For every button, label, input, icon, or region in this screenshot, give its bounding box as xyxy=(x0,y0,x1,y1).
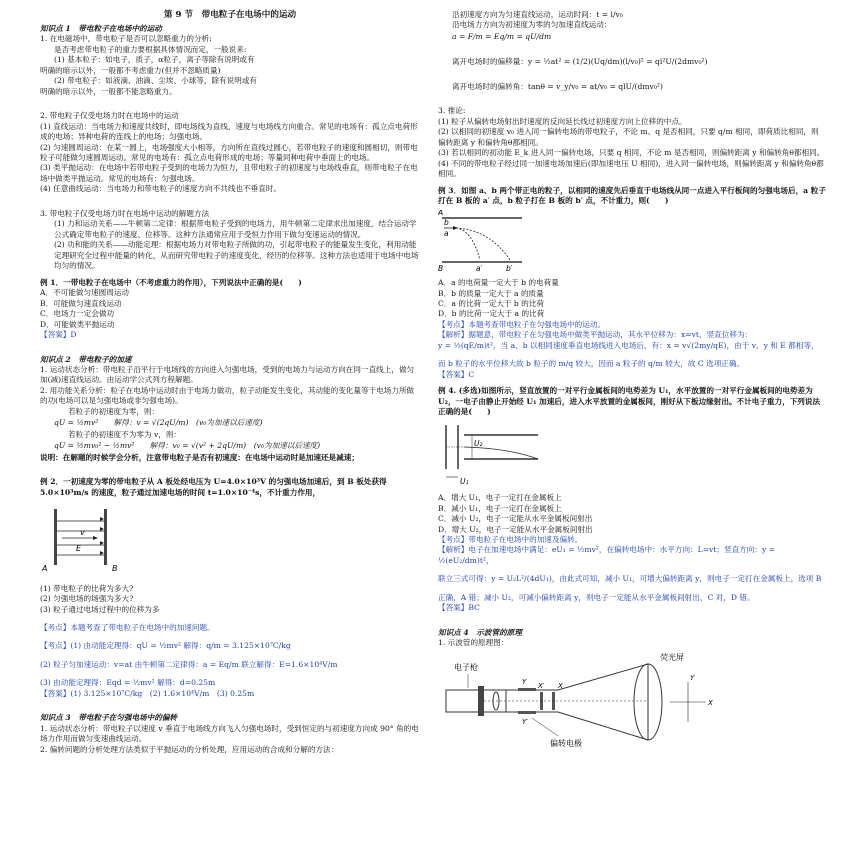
example-4-option-c: C．减小 U₂，电子一定能从水平金属板间射出 xyxy=(438,514,593,524)
example-3-option-c: C．a 的比荷一定大于 b 的比荷 xyxy=(438,298,544,308)
k1-part3-1: (1) 力和运动关系——牛顿第二定律：根据带电粒子受到的电场力，用牛顿第二定律求出加速度，结合运动学公式确定带电粒子的速度、位移等。这种方法通常应用于受恒力作用下做匀变速运动的情况。 xyxy=(54,219,417,239)
label-plate-b: B xyxy=(438,263,444,272)
example-1-answer: 【答案】D xyxy=(40,330,77,340)
example-2-solution-1: 【考点】(1) 由动能定理得：qU = ½mv² 解得：q/m = 3.125×10⁷C/kg xyxy=(40,641,291,651)
label-a-prime: a′ xyxy=(476,263,483,272)
k2-equation-1: qU = ½mv² 解得：v = √(2qU/m) (v₀为加速以后速度) xyxy=(54,418,263,428)
r-equation-tan: 离开电场时的偏转角：tanθ = v_y/v₀ = at/v₀ = qlU/(dmv₀²) xyxy=(452,81,663,91)
label-e: E xyxy=(76,544,82,554)
k2-note: 说明：在解题的时候学会分析，注意带电粒子是否有初速度：在电场中运动时是加速还是减速； xyxy=(40,452,359,462)
example-2-solution-3: (3) 由动能定理得：Eqd = ½mv² 解得：d=0.25m xyxy=(40,678,216,688)
example-4-answer: 【答案】BC xyxy=(438,603,480,613)
example-3-answer: 【答案】C xyxy=(438,369,475,379)
infer-4: (4) 不同的带电粒子经过同一加速电场加速后(即加速电压 U 相同)，进入同一偏转电场，则偏转距离 y 和偏转角θ都相同。 xyxy=(438,158,824,179)
example-4-solution-2: 联立三式可得：y = U₂L²/(4dU₁)，由此式可知，减小 U₁，可增大偏转距离 y，则电子一定打在金属板上，选项 B xyxy=(438,574,822,584)
example-3-figure xyxy=(438,210,826,275)
example-2-q1: (1) 带电粒子的比荷为多大? xyxy=(40,583,134,593)
section-1-heading: 知识点 1 带电粒子在电场中的运动 xyxy=(40,23,162,33)
page-title: 第 9 节 带电粒子在电场中的运动 xyxy=(163,10,297,20)
label-plate-a: A xyxy=(438,209,444,217)
k4-line: 1. 示波管的原理图： xyxy=(438,638,509,648)
section-3 xyxy=(40,713,420,755)
label-electron-gun: 电子枪 xyxy=(454,662,478,672)
r-equation-y: 离开电场时的偏移量：y = ½at² = (1/2)(Uq/dm)(l/v₀)² = ql²U/(2dmv₀²) xyxy=(452,57,708,67)
label-u1: U₁ xyxy=(460,476,469,486)
infer-3: (3) 若以相同的初动能 E_k 进入同一偏转电场，只要 q 相同，不论 m 是否相同，则偏转距离 y 和偏转角θ都相同。 xyxy=(438,148,825,158)
label-b-prime: b′ xyxy=(506,263,513,272)
k1-line-1: 是否考虑带电粒子的重力要根据具体情况而定，一般说来: xyxy=(54,44,247,54)
k1-part2-3: (3) 类平抛运动：在电场中若带电粒子受到的电场力为恒力，且带电粒子的初速度与电场线垂直，则带电粒子在电场中做类平抛运动。常见的电场有：匀强电场。 xyxy=(40,163,418,183)
example-3 xyxy=(438,186,826,381)
example-4-solution-3: 正确，A 错；减小 U₂，可减小偏转距离 y，则电子一定能从水平金属板间射出，C 对，D 错。 xyxy=(438,592,755,602)
left-column xyxy=(40,10,420,761)
example-1-option-b: B．可能做匀速直线运动 xyxy=(40,298,122,308)
r-line-1: 沿电场力方向为初速度为零的匀加速直线运动： xyxy=(452,20,612,30)
example-2-q2: (2) 匀强电场的场强为多大? xyxy=(40,594,134,604)
example-1-option-d: D．可能做类平抛运动 xyxy=(40,319,115,329)
example-1-option-a: A．不可能做匀速圆周运动 xyxy=(40,288,130,298)
example-3-solution-2: y = ½(qE/m)t²，当 a、b 以相同速度垂直电场线进入电场后，有：x = v√(2my/qE)，由于 v、y 和 E 都相等， xyxy=(438,340,819,350)
example-4-option-d: D．增大 U₂，电子一定能从水平金属板间射出 xyxy=(438,524,593,534)
example-4-figure xyxy=(438,421,826,490)
section-2 xyxy=(40,355,420,464)
section-2-heading: 知识点 2 带电粒子的加速 xyxy=(40,354,132,364)
label-x: X xyxy=(558,681,563,690)
example-1-option-c: C．电场力一定会做功 xyxy=(40,309,115,319)
label-screen-x: X xyxy=(708,698,713,707)
label-particle-a: a xyxy=(444,228,449,238)
label-v: v xyxy=(80,528,85,538)
plate-a xyxy=(54,509,57,565)
example-4-question: 例 4. (多选)如图所示，竖直放置的一对平行金属板间的电势差为 U₁，水平放置的一对平行金属板间的电势差为 U₂，一电子由静止开始经 U₁ 加速后，进入水平放置的金属板间，刚好从下板边缘射出。不计电子重力，下列说法正确的是( ) xyxy=(438,386,821,417)
k2-nonzero-velocity: 若粒子的初速度不为零为 v，则： xyxy=(68,429,182,439)
k1-line-3: 明确的暗示以外，一般都不考虑重力(但并不忽略质量) xyxy=(40,65,221,75)
oscilloscope-tube-diagram xyxy=(438,652,718,752)
example-2-q3: (3) 粒子通过电场过程中的位移为多 xyxy=(40,604,160,614)
k2-zero-velocity: 若粒子的初速度为零，则： xyxy=(68,406,160,416)
example-2-solution-2: (2) 粒子匀加速运动：v=at 由牛顿第二定律得：a = Eq/m 联立解得：E=1.6×10⁴V/m xyxy=(40,659,338,669)
example-3-solution-1: 【解析】据题意，带电粒子在匀强电场中做类平抛运动，其水平位移为：x=vt，竖直位移为： xyxy=(438,330,753,340)
example-1-question: 例 1．一带电粒子在电场中（不考虑重力的作用），下列说法中正确的是( ) xyxy=(40,277,302,287)
k3-line-1: 2. 偏转问题的分析处理方法类似于平抛运动的分析处理，应用运动的合成和分解的方法： xyxy=(40,744,339,754)
section-1-part-3 xyxy=(40,209,420,272)
infer-2: (2) 以相同的初速度 v₀ 进入同一偏转电场的带电粒子，不论 m、q 是否相同，只要 q/m 相同，即荷质比相同，则偏转距离 y 和偏转角θ都相同。 xyxy=(438,127,819,147)
example-4-solution-1: 【解析】电子在加速电场中满足：eU₁ = ½mv²，在偏转电场中：水平方向：L=vt；竖直方向：y = ½(eU₂/dm)t²， xyxy=(438,545,776,565)
label-deflection-plates: 偏转电极 xyxy=(550,738,582,748)
example-2-topic: 【考点】本题考查了带电粒子在电场中的加速问题。 xyxy=(40,623,215,633)
example-2-question: 例 2．一初速度为零的带电粒子从 A 板处经电压为 U=4.0×10³V 的匀强电场加速后，到 B 板处获得 5.0×10³m/s 的速度，粒子通过加速电场的时间 t=1.0×10⁻⁴s，不计重力作用， xyxy=(40,477,387,497)
label-screen: 荧光屏 xyxy=(660,652,684,662)
inferences xyxy=(438,106,826,179)
section-3-heading: 知识点 3 带电粒子在匀强电场中的偏转 xyxy=(40,713,178,723)
k1-part2-0: 2. 带电粒子仅受电场力时在电场中的运动 xyxy=(40,111,179,121)
k1-line-2: (1) 基本粒子：如电子，质子，α粒子，离子等除有说明或有 xyxy=(54,55,255,65)
r-equation-a: a = F/m = Eq/m = qU/dm xyxy=(452,31,552,41)
right-column xyxy=(438,10,826,761)
example-2-figure xyxy=(40,501,420,580)
k1-part2-1: (1) 直线运动：当电场力和速度共线时，即电场线为直线，速度与电场线方向重合。常见的电场有：孤立点电荷形成的电场；异种电荷的连线上的电场；匀强电场。 xyxy=(40,121,418,142)
k2-line-0: 1. 运动状态分析：带电粒子沿平行于电场线的方向进入匀强电场，受到的电场力与运动方向在同一直线上，做匀加(减)速直线运动。由运动学公式列方程解题。 xyxy=(40,364,415,385)
k1-part2-2: (2) 匀速圆周运动：在某一圆上，电场强度大小相等，方向所在直线过圆心，若带电粒子的速度和圆相切，则带电粒子可能做匀速圆周运动。常见的电场有：孤立点电荷形成的电场；等量同种电荷中垂面上的电场。 xyxy=(40,142,418,163)
section-1-part-2 xyxy=(40,111,420,195)
example-2 xyxy=(40,477,420,699)
example-4-topic: 【考点】带电粒子在电场中的加速及偏转。 xyxy=(438,535,583,544)
example-4-option-b: B．减小 U₁，电子一定打在金属板上 xyxy=(438,503,562,513)
accelerating-plates-diagram xyxy=(40,501,130,577)
label-a: A xyxy=(42,564,48,574)
label-y: Y xyxy=(522,677,527,686)
section-1 xyxy=(40,24,420,97)
infer-1: (1) 粒子从偏转电场射出时速度的反向延长线过初速度方向上位移的中点。 xyxy=(438,116,687,126)
label-b: B xyxy=(112,564,118,574)
k3-line-0: 1. 运动状态分析：带电粒子以速度 v 垂直于电场线方向飞入匀强电场时，受到恒定的与初速度方向成 90° 角的电场力作用而做匀变速曲线运动。 xyxy=(40,723,419,744)
k1-part2-4: (4) 任意曲线运动：当电场力和带电粒子的速度方向不共线也不垂直时。 xyxy=(40,184,281,194)
k1-line-0: 1. 在电磁场中，带电粒子是否可以忽略重力的分析: xyxy=(40,34,212,44)
k1-line-4: (2) 带电粒子：如液滴、油滴、尘埃、小球等，除有说明或有 xyxy=(54,76,258,86)
label-u2: U₂ xyxy=(474,438,483,448)
example-3-question: 例 3．如图 a、b 两个带正电的粒子，以相同的速度先后垂直于电场线从同一点进入平行板间的匀强电场后，a 粒子打在 B 板的 a′ 点，b 粒子打在 B 板的 b′ 点，不计重力，则( ) xyxy=(438,185,826,206)
k2-equation-2: qU = ½mv₀² − ½mv² 解得：v₀ = √(v² + 2qU/m) (v₀为加速以后速度) xyxy=(54,441,321,451)
example-1 xyxy=(40,278,420,341)
parallel-plates-deflection-diagram xyxy=(438,210,528,272)
label-screen-y: Y xyxy=(690,673,695,682)
example-2-answer: 【答案】(1) 3.125×10⁷C/kg (2) 1.6×10⁴V/m (3) 0.25m xyxy=(40,688,255,698)
example-3-topic: 【考点】本题考查带电粒子在匀强电场中的运动。 xyxy=(438,319,606,329)
r-line-0: 沿初速度方向为匀速直线运动，运动时间：t = l/v₀ xyxy=(452,10,623,19)
k1-part3-0: 3. 带电粒子仅受电场力时在电场中运动的解题方法 xyxy=(40,208,210,218)
oscilloscope-figure xyxy=(438,652,826,755)
label-y-prime: Y′ xyxy=(522,717,528,726)
example-4 xyxy=(438,386,826,614)
label-x-prime: X′ xyxy=(538,681,545,690)
section-4 xyxy=(438,628,826,755)
k2-line-1: 2. 用功能关系分析：粒子在电场中运动时由于电场力做功，粒子动能发生变化，其动能的变化量等于电场力所做的功(电场可以是匀强电场或非匀强电场)。 xyxy=(40,385,415,406)
plate-b xyxy=(104,509,107,565)
accelerate-deflect-diagram xyxy=(438,421,548,487)
example-3-solution-3: 而 b 粒子的水平位移大故 b 粒子的 m/q 较大，因而 a 粒子的 q/m 较大，故 C 选项正确。 xyxy=(438,359,745,369)
label-particle-b: b xyxy=(444,217,449,227)
example-3-option-a: A．a 的电荷量一定大于 b 的电荷量 xyxy=(438,278,559,288)
example-3-option-b: B．b 的质量一定大于 a 的质量 xyxy=(438,288,544,298)
example-4-option-a: A．增大 U₁，电子一定打在金属板上 xyxy=(438,493,562,503)
k1-line-5: 明确的暗示以外，一般都不能忽略重力。 xyxy=(40,86,177,96)
infer-0: 3. 推论: xyxy=(438,106,466,116)
section-4-heading: 知识点 4 示波管的原理 xyxy=(438,627,522,637)
example-3-option-d: D．b 的比荷一定大于 a 的比荷 xyxy=(438,309,545,319)
k1-part3-2: (2) 功和能的关系——动能定理：根据电场力对带电粒子所做的功，引起带电粒子的能量发生变化，利用动能定理研究全过程中能量的转化，从而研究带电粒子的速度变化，经历的位移等。这种方法也适用于电场中电场均匀的情况。 xyxy=(54,240,419,271)
